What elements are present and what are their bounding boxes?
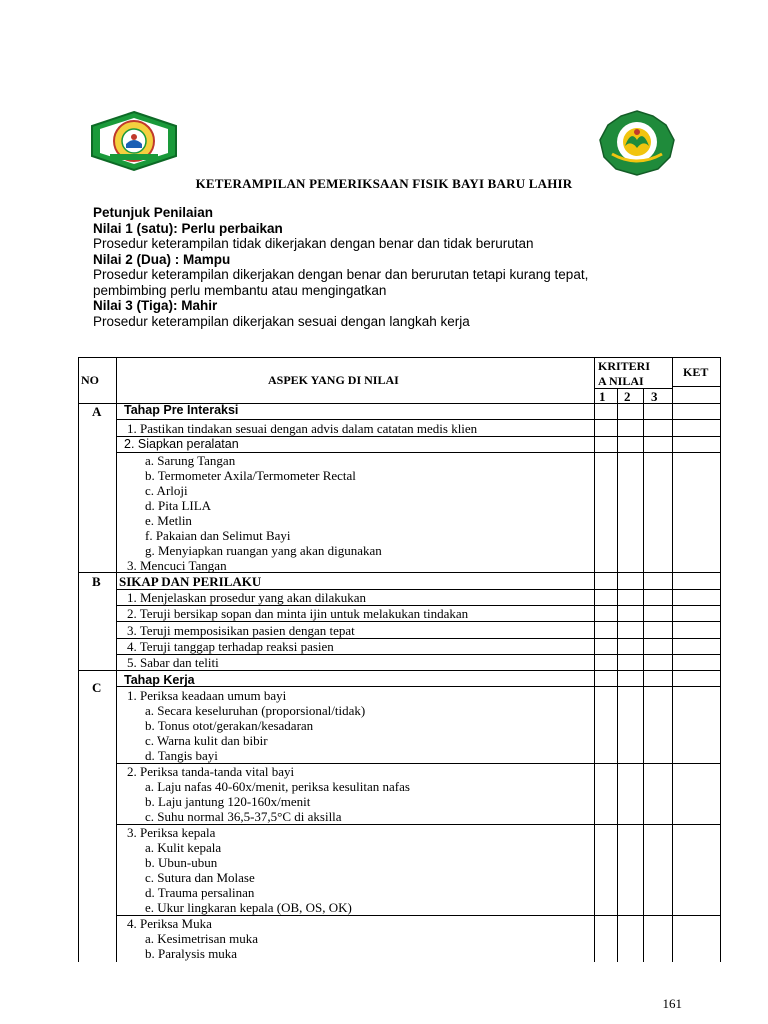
item-a2a: a. Sarung Tangan: [145, 453, 236, 468]
table-rule: [617, 388, 618, 962]
table-rule: [116, 686, 720, 687]
item-c2a: a. Laju nafas 40-60x/menit, periksa kesulitan nafas: [145, 779, 410, 794]
table-rule: [643, 388, 644, 962]
score-3-label: Nilai 3 (Tiga): Mahir: [93, 298, 218, 313]
header-score-1: 1: [599, 389, 606, 404]
left-logo: [90, 110, 178, 172]
item-a2: 2. Siapkan peralatan: [124, 437, 239, 451]
right-logo: [598, 110, 676, 176]
item-c1c: c. Warna kulit dan bibir: [145, 733, 268, 748]
table-rule: [116, 621, 720, 622]
score-1-description: Prosedur keterampilan tidak dikerjakan dengan benar dan tidak berurutan: [93, 236, 534, 251]
score-2-description-line2: pembimbing perlu membantu atau mengingatkan: [93, 282, 387, 298]
item-c2: 2. Periksa tanda-tanda vital bayi: [127, 764, 295, 779]
table-rule: [116, 419, 720, 420]
item-c2c: c. Suhu normal 36,5-37,5°C di aksilla: [145, 809, 342, 824]
item-c1a: a. Secara keseluruhan (proporsional/tidak): [145, 703, 366, 718]
item-c3c: c. Sutura dan Molase: [145, 870, 255, 885]
instructions-heading: Petunjuk Penilaian: [93, 205, 214, 220]
item-a1: 1. Pastikan tindakan sesuai dengan advis dalam catatan medis klien: [127, 421, 478, 436]
score-2-label: Nilai 2 (Dua) : Mampu: [93, 251, 231, 267]
header-ket: KET: [683, 365, 709, 379]
item-c3d: d. Trauma persalinan: [145, 885, 255, 900]
header-kriteria-line1: KRITERI: [598, 359, 651, 373]
item-c3a: a. Kulit kepala: [145, 840, 222, 855]
item-c1d: d. Tangis bayi: [145, 748, 218, 763]
header-no: NO: [81, 373, 99, 387]
item-c4: 4. Periksa Muka: [127, 916, 212, 931]
item-c4a: a. Kesimetrisan muka: [145, 931, 258, 946]
item-b2: 2. Teruji bersikap sopan dan minta ijin untuk melakukan tindakan: [127, 606, 469, 621]
section-a-number: A: [92, 404, 102, 419]
header-aspek: ASPEK YANG DI NILAI: [268, 373, 399, 387]
item-a3: 3. Mencuci Tangan: [127, 558, 227, 573]
header-score-2: 2: [624, 389, 631, 404]
item-c3b: b. Ubun-ubun: [145, 855, 218, 870]
item-c1b: b. Tonus otot/gerakan/kesadaran: [145, 718, 314, 733]
table-rule: [672, 357, 673, 962]
item-c3: 3. Periksa kepala: [127, 825, 216, 840]
item-c1: 1. Periksa keadaan umum bayi: [127, 688, 287, 703]
item-a2f: f. Pakaian dan Selimut Bayi: [145, 528, 291, 543]
item-a2b: b. Termometer Axila/Termometer Rectal: [145, 468, 356, 483]
score-1-label: Nilai 1 (satu): Perlu perbaikan: [93, 220, 283, 236]
assessment-instructions: [93, 205, 713, 329]
item-c4b: b. Paralysis muka: [145, 946, 238, 961]
section-b-number: B: [92, 574, 101, 589]
section-c-number: C: [92, 680, 102, 695]
document-title: KETERAMPILAN PEMERIKSAAN FISIK BAYI BARU LAHIR: [195, 176, 573, 191]
table-rule: [720, 357, 721, 962]
table-rule: [78, 357, 79, 962]
item-a2c: c. Arloji: [145, 483, 188, 498]
page-number: 161: [662, 996, 682, 1011]
table-rule: [672, 357, 720, 358]
header-kriteria-line2: A NILAI: [598, 374, 644, 388]
table-rule: [116, 357, 117, 962]
table-rule: [672, 386, 720, 387]
score-2-description-line1: Prosedur keterampilan dikerjakan dengan benar dan berurutan tetapi kurang tepat,: [93, 267, 589, 282]
item-b5: 5. Sabar dan teliti: [127, 655, 219, 670]
header-score-3: 3: [651, 389, 658, 404]
item-c3e: e. Ukur lingkaran kepala (OB, OS, OK): [145, 900, 352, 915]
section-b-title: SIKAP DAN PERILAKU: [119, 574, 262, 589]
score-3-description: Prosedur keterampilan dikerjakan sesuai dengan langkah kerja: [93, 313, 470, 329]
section-a-title: Tahap Pre Interaksi: [124, 403, 239, 417]
item-a2d: d. Pita LILA: [145, 498, 212, 513]
item-b4: 4. Teruji tanggap terhadap reaksi pasien: [127, 639, 334, 654]
item-a2e: e. Metlin: [145, 513, 192, 528]
table-rule: [78, 670, 720, 671]
item-c2b: b. Laju jantung 120-160x/menit: [145, 794, 311, 809]
item-b1: 1. Menjelaskan prosedur yang akan dilakukan: [127, 590, 366, 605]
item-b3: 3. Teruji memposisikan pasien dengan tepat: [127, 623, 355, 638]
table-rule: [594, 357, 595, 962]
table-rule: [78, 357, 672, 358]
section-c-title: Tahap Kerja: [124, 673, 195, 687]
item-a2g: g. Menyiapkan ruangan yang akan digunakan: [145, 543, 382, 558]
